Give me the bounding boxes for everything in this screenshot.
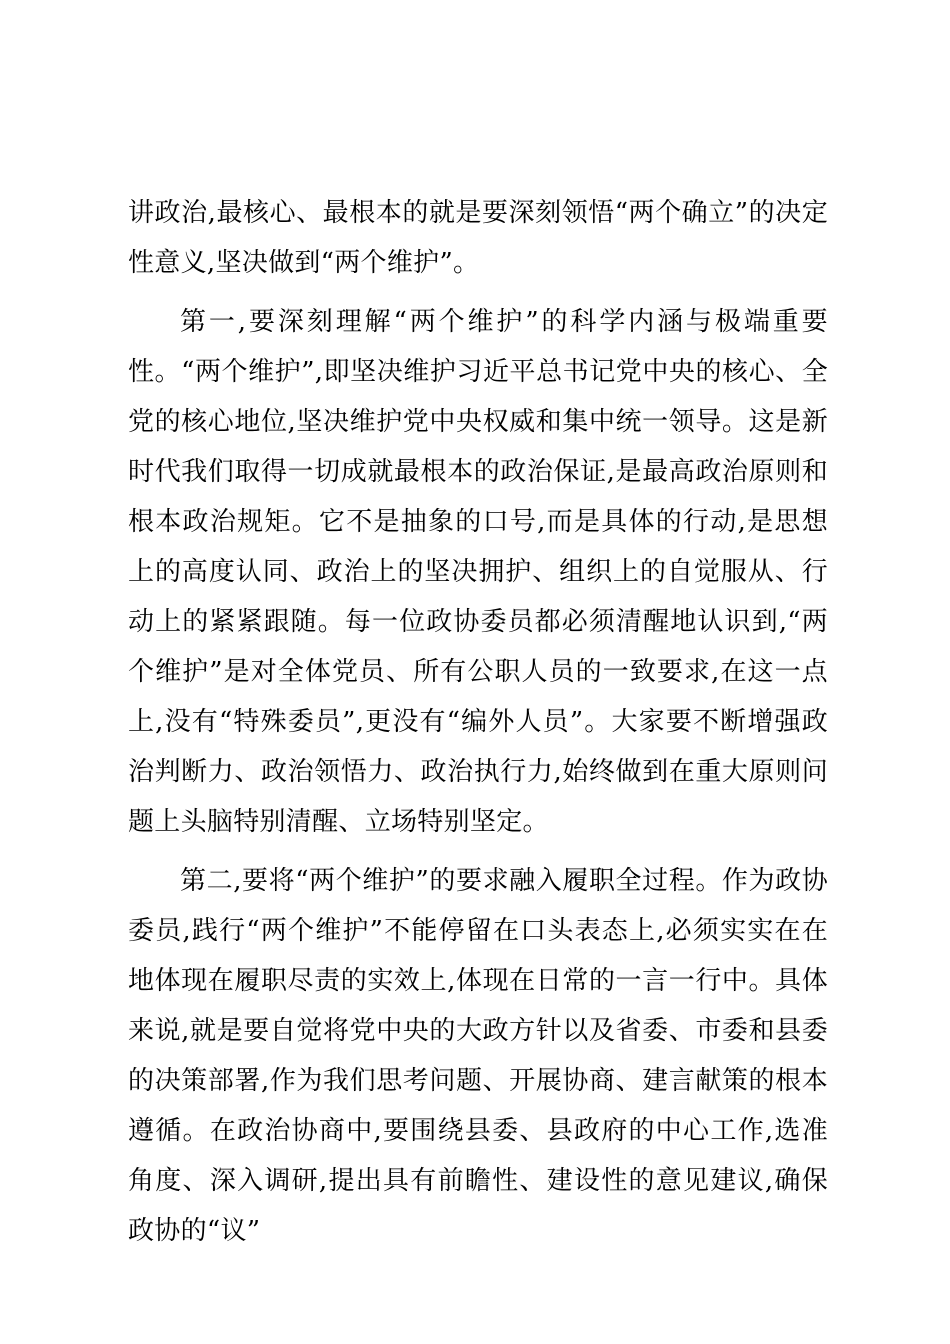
document-body: [128, 188, 828, 1256]
paragraph-intro: 讲政治,最核心、最根本的就是要深刻领悟“两个确立”的决定性意义,坚决做到“两个维护”。: [128, 198, 828, 278]
paragraph-second-point: 第二,要将“两个维护”的要求融入履职全过程。作为政协委员,践行“两个维护”不能停留在口头表态上,必须实实在在地体现在履职尽责的实效上,体现在日常的一言一行中。具体来说,就是要自觉将党中央的大政方针以及省委、市委和县委的决策部署,作为我们思考问题、开展协商、建言献策的根本遵循。在政治协商中,要围绕县委、县政府的中心工作,选准角度、深入调研,提出具有前瞻性、建设性的意见建议,确保政协的“议”: [128, 866, 828, 1246]
paragraph-first-point: 第一,要深刻理解“两个维护”的科学内涵与极端重要性。“两个维护”,即坚决维护习近平总书记党中央的核心、全党的核心地位,坚决维护党中央权威和集中统一领导。这是新时代我们取得一切成就最根本的政治保证,是最高政治原则和根本政治规矩。它不是抽象的口号,而是具体的行动,是思想上的高度认同、政治上的坚决拥护、组织上的自觉服从、行动上的紧紧跟随。每一位政协委员都必须清醒地认识到,“两个维护”是对全体党员、所有公职人员的一致要求,在这一点上,没有“特殊委员”,更没有“编外人员”。大家要不断增强政治判断力、政治领悟力、政治执行力,始终做到在重大原则问题上头脑特别清醒、立场特别坚定。: [128, 307, 828, 837]
